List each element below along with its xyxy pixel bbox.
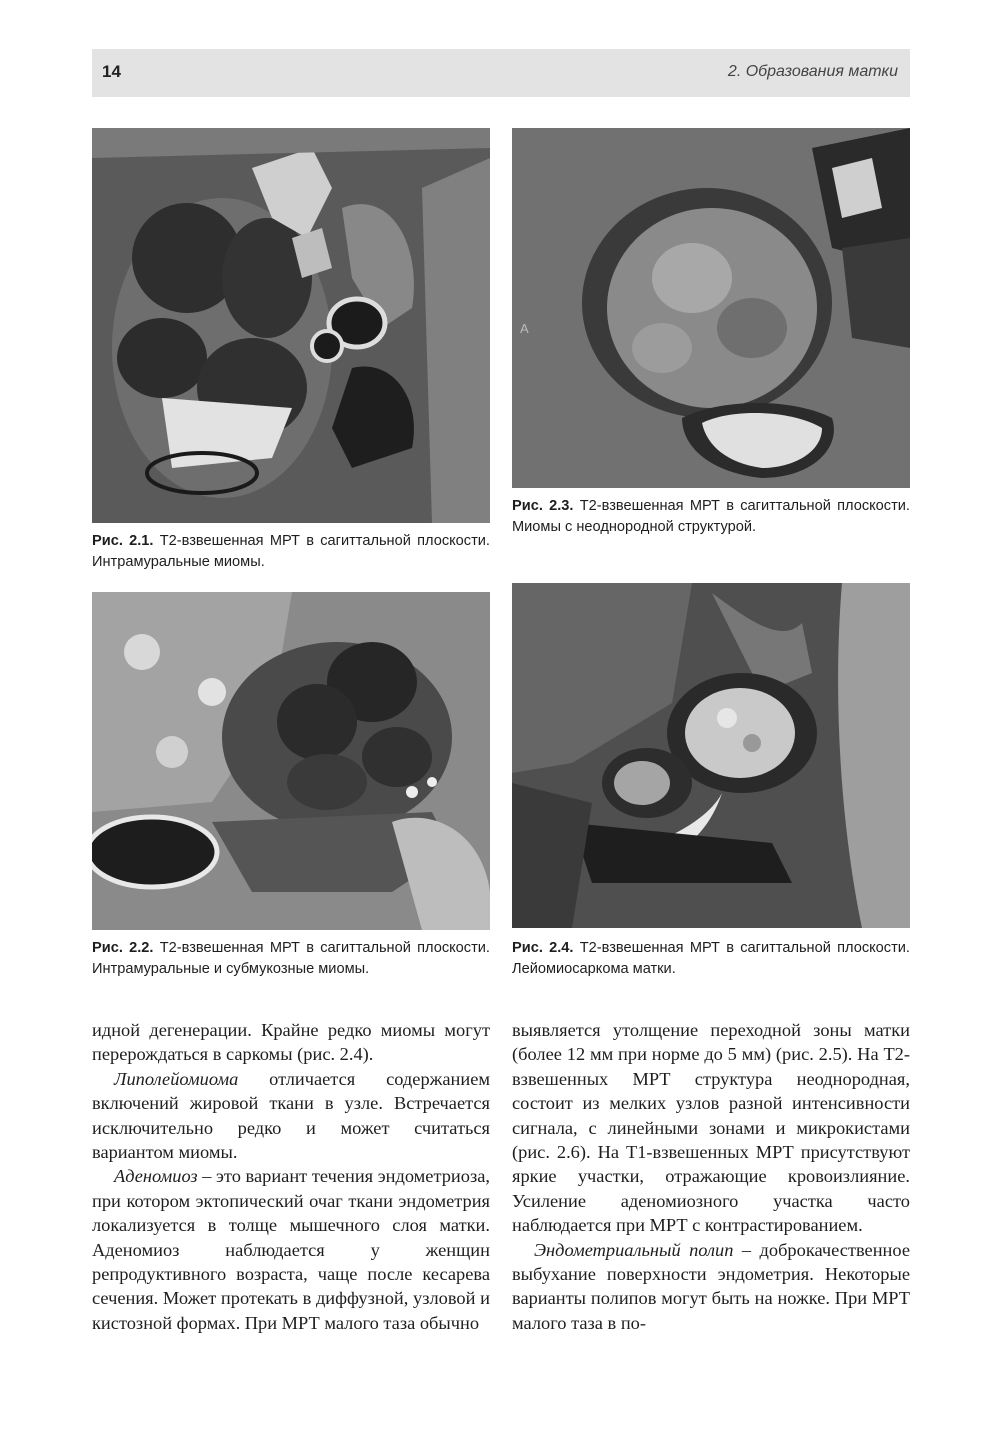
figure-2-2-mri-image [92,592,490,930]
figure-2-1-caption-text: Т2-взвешенная МРТ в сагиттальной плоскости. Интрамуральные миомы. [92,533,490,570]
left-text-column [92,1018,490,1335]
figure-2-3-caption [512,496,910,538]
figure-2-3-mri-image [512,128,910,488]
figure-2-1-number: Рис. 2.1. [92,533,154,549]
paragraph: Аденомиоз – это вариант течения эндометриоза, при котором эктопический очаг ткани эндометрия локализуется в толще мышечного слоя матки. Аденомиоз наблюдается у женщин репродуктивного возраста, чаще после кесарева сечения. Может протекать в диффузной, узловой и кистозной формах. При МРТ малого таза обычно [92,1166,490,1333]
paragraph: Эндометриальный полип – доброкачественное выбухание поверхности эндометрия. Некоторые варианты полипов могут быть на ножке. При МРТ малого таза в по- [512,1239,910,1333]
figure-2-4-mri-image [512,583,910,928]
figure-2-3-number: Рис. 2.3. [512,498,574,514]
figure-2-3-caption-text: Т2-взвешенная МРТ в сагиттальной плоскости. Миомы с неоднородной структурой. [512,498,910,535]
chapter-title: 2. Образования матки [727,63,898,80]
figure-2-1-caption [92,531,490,573]
figure-2-2-caption [92,938,490,980]
figure-2-4-caption [512,938,910,980]
term-endometrial-polyp: Эндометриальный полип [534,1239,734,1260]
figure-2-2-caption-text: Т2-взвешенная МРТ в сагиттальной плоскости. Интрамуральные и субмукозные миомы. [92,940,490,977]
figure-2-4-number: Рис. 2.4. [512,940,574,956]
paragraph: Липолейомиома отличается содержанием включений жировой ткани в узле. Встречается исключительно редко и может считаться вариантом миомы. [92,1068,490,1163]
figure-2-3-orientation-label: A [520,321,529,336]
figure-2-4-caption-text: Т2-взвешенная МРТ в сагиттальной плоскости. Лейомиосаркома матки. [512,940,910,977]
paragraph: выявляется утолщение переходной зоны матки (более 12 мм при норме до 5 мм) (рис. 2.5). На Т2-взвешенных МРТ структура неоднородная, состоит из мелких узлов разной интенсивности сигнала, с линейными зонами и микрокистами (рис. 2.6). На Т1-взвешенных МРТ присутствуют яркие участки, отражающие кровоизлияние. Усиление аденомиозного участка часто наблюдается при МРТ с контрастированием. [512,1020,910,1236]
right-text-column [512,1018,910,1335]
page-number: 14 [102,62,121,81]
figure-2-1-mri-image [92,128,490,523]
running-header [92,49,910,97]
figure-2-2-number: Рис. 2.2. [92,940,154,956]
term-lipoleiomyoma: Липолейомиома [114,1068,239,1089]
term-adenomyosis: Аденомиоз [114,1166,198,1187]
paragraph: идной дегенерации. Крайне редко миомы могут перерождаться в саркомы (рис. 2.4). [92,1020,490,1065]
